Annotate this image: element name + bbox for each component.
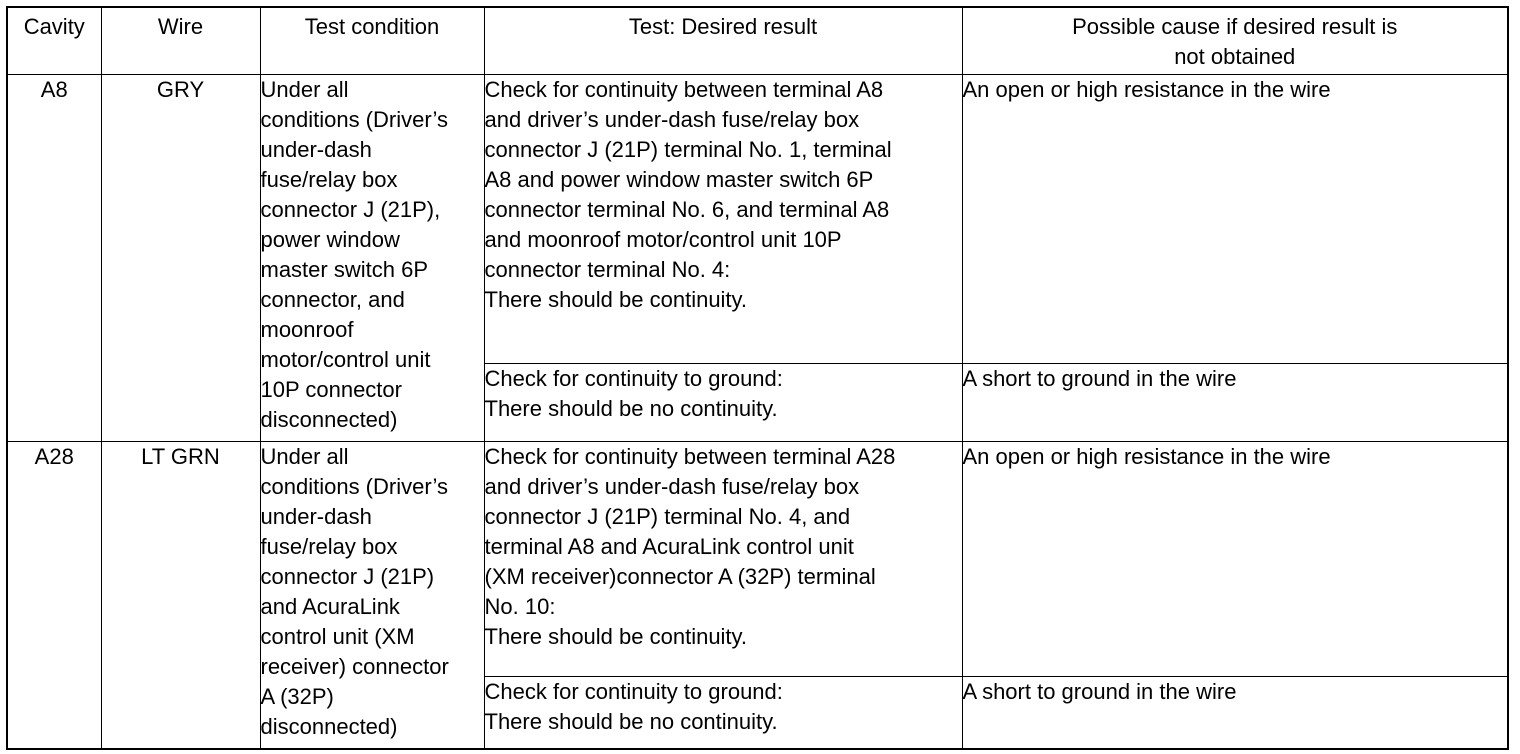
result-line: connector J (21P) terminal No. 1, terminal xyxy=(484,137,892,162)
condition-line: connector J (21P) xyxy=(260,564,435,589)
condition-line: receiver) connector xyxy=(260,654,449,679)
header-possible-cause-line: Possible cause if desired result is xyxy=(1072,14,1398,39)
condition-line: A (32P) xyxy=(260,684,334,709)
condition-line: connector J (21P), xyxy=(260,197,441,222)
desired-result-cell xyxy=(484,75,962,364)
result-line: connector terminal No. 4: xyxy=(484,257,731,282)
table-row xyxy=(7,75,1508,364)
possible-cause-cell: An open or high resistance in the wire xyxy=(962,75,1508,364)
result-line: No. 10: xyxy=(484,594,556,619)
header-wire: Wire xyxy=(101,7,260,75)
possible-cause-cell: A short to ground in the wire xyxy=(962,364,1508,442)
desired-result-cell xyxy=(484,442,962,677)
result-line: There should be continuity. xyxy=(484,287,748,312)
result-line: Check for continuity between terminal A8 xyxy=(484,77,884,102)
header-possible-cause-line: not obtained xyxy=(1174,44,1296,69)
condition-line: connector, and xyxy=(260,287,405,312)
result-line: There should be continuity. xyxy=(484,624,748,649)
header-row xyxy=(7,7,1508,75)
header-possible-cause xyxy=(962,7,1508,75)
result-line: and driver’s under-dash fuse/relay box xyxy=(484,474,860,499)
condition-line: conditions (Driver’s xyxy=(260,474,448,499)
condition-line: fuse/relay box xyxy=(260,167,398,192)
condition-cell xyxy=(260,75,484,442)
header-cavity: Cavity xyxy=(7,7,101,75)
condition-line: master switch 6P xyxy=(260,257,428,282)
condition-line: disconnected) xyxy=(260,407,398,432)
condition-cell xyxy=(260,442,484,749)
result-line: A8 and power window master switch 6P xyxy=(484,167,874,192)
desired-result-cell xyxy=(484,364,962,442)
condition-line: under-dash xyxy=(260,137,372,162)
condition-line: motor/control unit xyxy=(260,347,431,372)
result-line: (XM receiver)connector A (32P) terminal xyxy=(484,564,876,589)
result-line: and moonroof motor/control unit 10P xyxy=(484,227,842,252)
cavity-cell: A28 xyxy=(7,442,101,749)
header-desired-result: Test: Desired result xyxy=(484,7,962,75)
result-line: There should be no continuity. xyxy=(484,709,778,734)
result-line: terminal A8 and AcuraLink control unit xyxy=(484,534,854,559)
result-line: Check for continuity to ground: xyxy=(484,366,783,391)
desired-result-cell xyxy=(484,677,962,749)
condition-line: power window xyxy=(260,227,400,252)
condition-line: Under all xyxy=(260,77,349,102)
possible-cause-cell: A short to ground in the wire xyxy=(962,677,1508,749)
result-line: and driver’s under-dash fuse/relay box xyxy=(484,107,860,132)
condition-line: control unit (XM xyxy=(260,624,415,649)
result-line: Check for continuity between terminal A28 xyxy=(484,444,896,469)
wire-cell: LT GRN xyxy=(101,442,260,749)
result-line: There should be no continuity. xyxy=(484,396,778,421)
condition-line: disconnected) xyxy=(260,714,398,739)
header-test-condition: Test condition xyxy=(260,7,484,75)
condition-line: 10P connector xyxy=(260,377,402,402)
condition-line: and AcuraLink xyxy=(260,594,400,619)
condition-line: conditions (Driver’s xyxy=(260,107,448,132)
condition-line: under-dash xyxy=(260,504,372,529)
condition-line: moonroof xyxy=(260,317,354,342)
result-line: Check for continuity to ground: xyxy=(484,679,783,704)
cavity-cell: A8 xyxy=(7,75,101,442)
result-line: connector J (21P) terminal No. 4, and xyxy=(484,504,851,529)
possible-cause-cell: An open or high resistance in the wire xyxy=(962,442,1508,677)
condition-line: fuse/relay box xyxy=(260,534,398,559)
condition-line: Under all xyxy=(260,444,349,469)
result-line: connector terminal No. 6, and terminal A8 xyxy=(484,197,890,222)
wire-cell: GRY xyxy=(101,75,260,442)
table-row xyxy=(7,442,1508,677)
circuit-test-table xyxy=(6,6,1509,750)
